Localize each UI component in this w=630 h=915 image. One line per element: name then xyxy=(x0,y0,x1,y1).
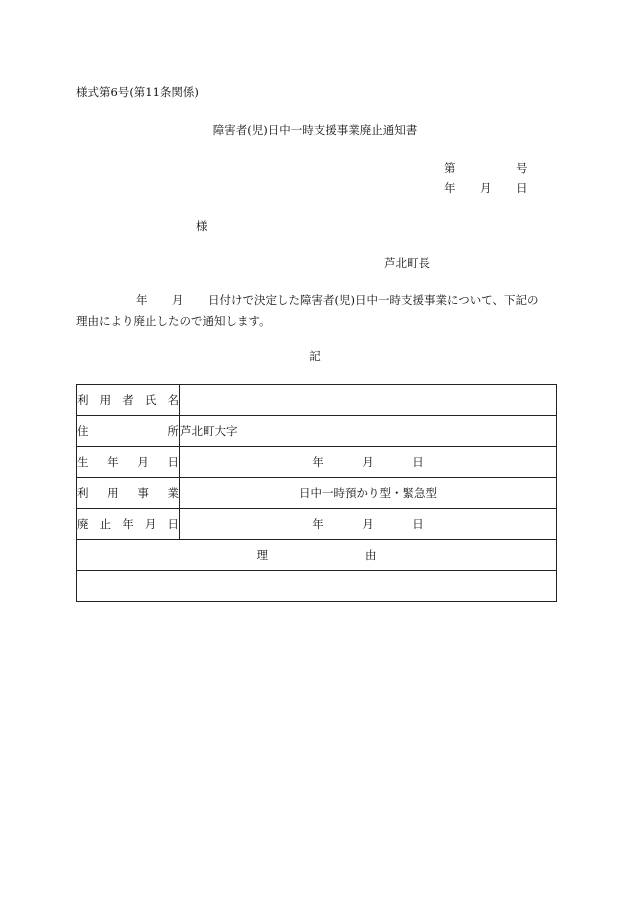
body-line-2: 理由により廃止したので通知します。 xyxy=(76,314,271,328)
service-value[interactable]: 日中一時預かり型・緊急型 xyxy=(180,478,557,509)
doc-date-month: 月 xyxy=(480,181,492,195)
table-row xyxy=(77,447,557,478)
notice-table xyxy=(76,384,557,602)
table-row xyxy=(77,416,557,447)
doc-number-go: 号 xyxy=(516,161,528,175)
doc-number-dai: 第 xyxy=(444,161,456,175)
body-rest: 日付けで決定した障害者(児)日中一時支援事業について、下記の xyxy=(208,293,539,307)
address-value[interactable]: 芦北町大字 xyxy=(180,416,557,447)
table-row xyxy=(77,571,557,602)
body-line-1 xyxy=(136,292,556,308)
addressee-suffix: 様 xyxy=(196,219,208,233)
document-title: 障害者(児)日中一時支援事業廃止通知書 xyxy=(212,123,418,137)
abolish-date-label: 廃 止 年 月 日 xyxy=(77,509,180,540)
table-row xyxy=(77,385,557,416)
issuer-name: 芦北町長 xyxy=(384,256,430,270)
service-label: 利 用 事 業 xyxy=(77,478,180,509)
table-row xyxy=(77,478,557,509)
abolish-date-value[interactable]: 年 月 日 xyxy=(180,509,557,540)
user-name-label: 利 用 者 氏 名 xyxy=(77,385,180,416)
birth-date-label: 生 年 月 日 xyxy=(77,447,180,478)
ki-heading: 記 xyxy=(309,349,321,363)
table-row xyxy=(77,540,557,571)
user-name-value[interactable] xyxy=(180,385,557,416)
birth-date-value[interactable]: 年 月 日 xyxy=(180,447,557,478)
body-month: 月 xyxy=(172,293,184,307)
doc-date-day: 日 xyxy=(516,181,528,195)
reason-label: 理 由 xyxy=(77,540,557,571)
body-year: 年 xyxy=(136,293,148,307)
address-label: 住 所 xyxy=(77,416,180,447)
table-row xyxy=(77,509,557,540)
reason-value[interactable] xyxy=(77,571,557,602)
document-number-block xyxy=(444,160,534,200)
form-number: 様式第6号(第11条関係) xyxy=(76,85,199,99)
doc-date-year: 年 xyxy=(444,181,456,195)
